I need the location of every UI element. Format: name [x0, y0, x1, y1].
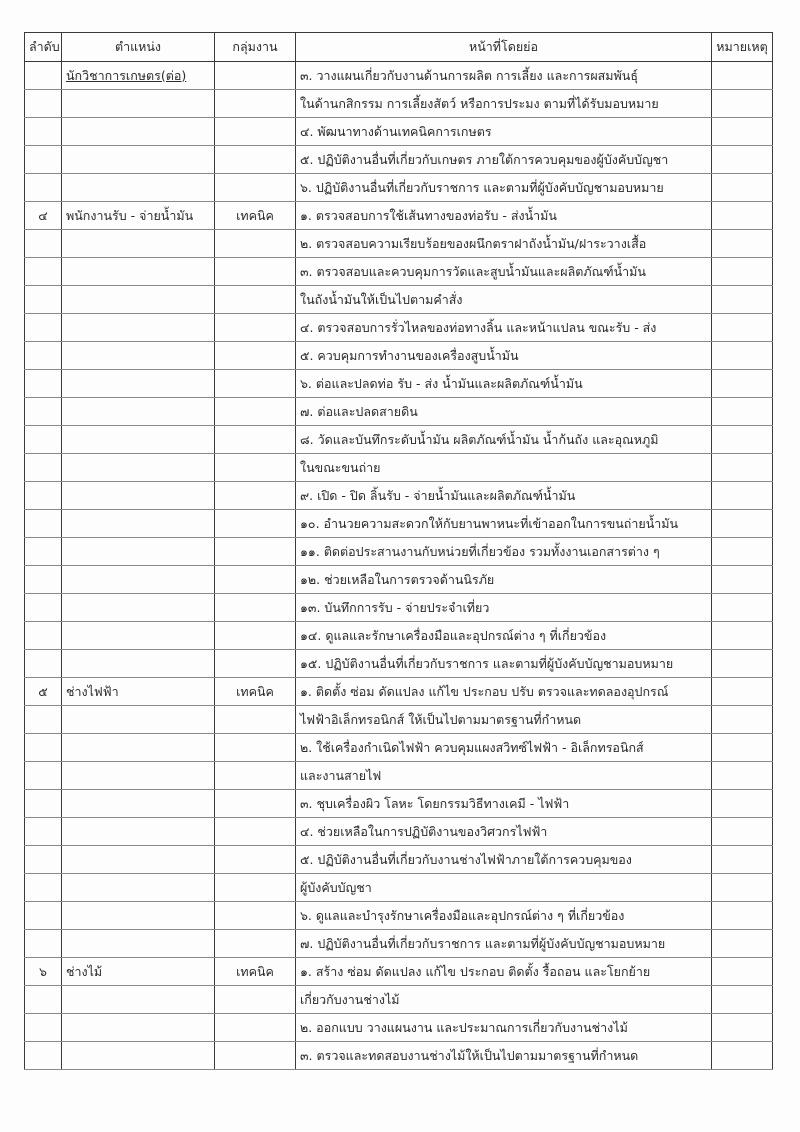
cell-no — [25, 286, 62, 314]
cell-position — [62, 986, 215, 1014]
cell-no: ๕ — [25, 678, 62, 706]
table-row — [25, 1014, 773, 1042]
cell-group — [215, 762, 296, 790]
cell-duty: ๑. สร้าง ซ่อม ดัดแปลง แก้ไข ประกอบ ติดตั้ง รื้อถอน และโยกย้าย — [296, 958, 712, 986]
cell-duty: ผู้บังคับบัญชา — [296, 874, 712, 902]
table-row — [25, 482, 773, 510]
cell-position — [62, 342, 215, 370]
table-row — [25, 650, 773, 678]
cell-group — [215, 90, 296, 118]
cell-no — [25, 370, 62, 398]
cell-no — [25, 398, 62, 426]
cell-duty: ๕. ปฏิบัติงานอื่นที่เกี่ยวกับงานช่างไฟฟ้าภายใต้การควบคุมของ — [296, 846, 712, 874]
cell-duty: ๒. ออกแบบ วางแผนงาน และประมาณการเกี่ยวกับงานช่างไม้ — [296, 1014, 712, 1042]
cell-position — [62, 118, 215, 146]
header-duties: หน้าที่โดยย่อ — [296, 33, 712, 62]
cell-position — [62, 370, 215, 398]
cell-remark — [712, 230, 773, 258]
cell-no — [25, 650, 62, 678]
cell-remark — [712, 454, 773, 482]
cell-position — [62, 258, 215, 286]
cell-duty: ๑๑. ติดต่อประสานงานกับหน่วยที่เกี่ยวข้อง รวมทั้งงานเอกสารต่าง ๆ — [296, 538, 712, 566]
cell-position: ช่างไม้ — [62, 958, 215, 986]
table-row — [25, 62, 773, 90]
cell-position — [62, 426, 215, 454]
cell-position — [62, 902, 215, 930]
table-row — [25, 902, 773, 930]
cell-position — [62, 510, 215, 538]
cell-group — [215, 426, 296, 454]
cell-group — [215, 902, 296, 930]
table-row — [25, 426, 773, 454]
cell-no — [25, 426, 62, 454]
cell-no — [25, 482, 62, 510]
cell-remark — [712, 1014, 773, 1042]
cell-position — [62, 874, 215, 902]
table-row — [25, 734, 773, 762]
cell-duty: ๑๕. ปฏิบัติงานอื่นที่เกี่ยวกับราชการ และตามที่ผู้บังคับบัญชามอบหมาย — [296, 650, 712, 678]
cell-remark — [712, 790, 773, 818]
cell-remark — [712, 510, 773, 538]
cell-duty: ๕. ควบคุมการทำงานของเครื่องสูบน้ำมัน — [296, 342, 712, 370]
cell-duty: ในขณะขนถ่าย — [296, 454, 712, 482]
cell-position — [62, 594, 215, 622]
cell-no — [25, 174, 62, 202]
table-row — [25, 90, 773, 118]
cell-position — [62, 818, 215, 846]
cell-no — [25, 874, 62, 902]
cell-remark — [712, 678, 773, 706]
cell-position — [62, 146, 215, 174]
cell-group — [215, 538, 296, 566]
table-row — [25, 958, 773, 986]
cell-group — [215, 258, 296, 286]
cell-position — [62, 174, 215, 202]
cell-no — [25, 734, 62, 762]
cell-duty: ๓. วางแผนเกี่ยวกับงานด้านการผลิต การเลี้ยง และการผสมพันธุ์ — [296, 62, 712, 90]
cell-group — [215, 482, 296, 510]
cell-duty: ๓. ชุบเครื่องผิว โลหะ โดยกรรมวิธีทางเคมี - ไฟฟ้า — [296, 790, 712, 818]
cell-group — [215, 566, 296, 594]
cell-duty: ๓. ตรวจและทดสอบงานช่างไม้ให้เป็นไปตามมาตรฐานที่กำหนด — [296, 1042, 712, 1070]
cell-group — [215, 874, 296, 902]
cell-group — [215, 118, 296, 146]
cell-duty: ๖. ปฏิบัติงานอื่นที่เกี่ยวกับราชการ และตามที่ผู้บังคับบัญชามอบหมาย — [296, 174, 712, 202]
cell-position — [62, 90, 215, 118]
cell-no — [25, 902, 62, 930]
cell-duty: ๑๔. ดูแลและรักษาเครื่องมือและอุปกรณ์ต่าง ๆ ที่เกี่ยวข้อง — [296, 622, 712, 650]
cell-remark — [712, 314, 773, 342]
cell-group — [215, 986, 296, 1014]
cell-no — [25, 314, 62, 342]
cell-no — [25, 846, 62, 874]
cell-no — [25, 566, 62, 594]
cell-remark — [712, 566, 773, 594]
cell-remark — [712, 1042, 773, 1070]
cell-group — [215, 510, 296, 538]
cell-group — [215, 230, 296, 258]
cell-group — [215, 650, 296, 678]
table-row — [25, 510, 773, 538]
table-row — [25, 202, 773, 230]
cell-duty: และงานสายไฟ — [296, 762, 712, 790]
cell-group — [215, 370, 296, 398]
cell-no — [25, 818, 62, 846]
cell-position — [62, 286, 215, 314]
table-row — [25, 678, 773, 706]
cell-remark — [712, 62, 773, 90]
cell-group — [215, 342, 296, 370]
cell-group — [215, 818, 296, 846]
cell-remark — [712, 734, 773, 762]
header-remarks: หมายเหตุ — [712, 33, 773, 62]
cell-remark — [712, 202, 773, 230]
cell-duty: ๓. ตรวจสอบและควบคุมการวัดและสูบน้ำมันและผลิตภัณฑ์น้ำมัน — [296, 258, 712, 286]
table-row — [25, 454, 773, 482]
cell-remark — [712, 930, 773, 958]
cell-no: ๖ — [25, 958, 62, 986]
table-row — [25, 818, 773, 846]
table-row — [25, 370, 773, 398]
header-row — [25, 33, 773, 62]
table-row — [25, 538, 773, 566]
cell-no — [25, 930, 62, 958]
job-duties-table — [24, 32, 773, 1070]
cell-remark — [712, 762, 773, 790]
table-row — [25, 286, 773, 314]
cell-duty: ๔. ช่วยเหลือในการปฏิบัติงานของวิศวกรไฟฟ้า — [296, 818, 712, 846]
table-row — [25, 146, 773, 174]
table-row — [25, 594, 773, 622]
cell-duty: ๑. ติดตั้ง ซ่อม ดัดแปลง แก้ไข ประกอบ ปรับ ตรวจและทดลองอุปกรณ์ — [296, 678, 712, 706]
cell-duty: ในถังน้ำมันให้เป็นไปตามคำสั่ง — [296, 286, 712, 314]
table-row — [25, 1042, 773, 1070]
cell-remark — [712, 398, 773, 426]
cell-remark — [712, 258, 773, 286]
cell-duty: ๑๒. ช่วยเหลือในการตรวจด้านนิรภัย — [296, 566, 712, 594]
cell-position — [62, 482, 215, 510]
cell-no — [25, 230, 62, 258]
cell-no — [25, 762, 62, 790]
cell-remark — [712, 594, 773, 622]
cell-remark — [712, 426, 773, 454]
cell-remark — [712, 370, 773, 398]
cell-group — [215, 1042, 296, 1070]
cell-remark — [712, 342, 773, 370]
cell-position — [62, 566, 215, 594]
cell-remark — [712, 818, 773, 846]
cell-no — [25, 538, 62, 566]
cell-duty: ในด้านกสิกรรม การเลี้ยงสัตว์ หรือการประมง ตามที่ได้รับมอบหมาย — [296, 90, 712, 118]
cell-no — [25, 986, 62, 1014]
table-row — [25, 118, 773, 146]
cell-group: เทคนิค — [215, 202, 296, 230]
cell-group — [215, 594, 296, 622]
header-position: ตำแหน่ง — [62, 33, 215, 62]
cell-position — [62, 706, 215, 734]
cell-duty: ๔. พัฒนาทางด้านเทคนิคการเกษตร — [296, 118, 712, 146]
cell-position — [62, 454, 215, 482]
cell-position — [62, 622, 215, 650]
cell-duty: ๗. ต่อและปลดสายดิน — [296, 398, 712, 426]
cell-no — [25, 790, 62, 818]
cell-duty: ๕. ปฏิบัติงานอื่นที่เกี่ยวกับเกษตร ภายใต้การควบคุมของผู้บังคับบัญชา — [296, 146, 712, 174]
cell-no — [25, 258, 62, 286]
cell-remark — [712, 118, 773, 146]
table-row — [25, 706, 773, 734]
cell-position — [62, 846, 215, 874]
table-row — [25, 874, 773, 902]
cell-no — [25, 118, 62, 146]
table-body — [25, 62, 773, 1070]
cell-position — [62, 230, 215, 258]
cell-duty: ๔. ตรวจสอบการรั่วไหลของท่อทางลิ้น และหน้าแปลน ขณะรับ - ส่ง — [296, 314, 712, 342]
cell-no — [25, 342, 62, 370]
cell-no — [25, 454, 62, 482]
cell-position — [62, 762, 215, 790]
table-row — [25, 566, 773, 594]
cell-group — [215, 314, 296, 342]
cell-duty: ๑๐. อำนวยความสะดวกให้กับยานพาหนะที่เข้าออกในการขนถ่ายน้ำมัน — [296, 510, 712, 538]
table-row — [25, 622, 773, 650]
cell-position: ช่างไฟฟ้า — [62, 678, 215, 706]
cell-no — [25, 62, 62, 90]
cell-position — [62, 734, 215, 762]
cell-remark — [712, 174, 773, 202]
cell-no — [25, 622, 62, 650]
cell-remark — [712, 650, 773, 678]
cell-no: ๔ — [25, 202, 62, 230]
cell-remark — [712, 286, 773, 314]
cell-remark — [712, 482, 773, 510]
table-row — [25, 174, 773, 202]
cell-remark — [712, 986, 773, 1014]
cell-group — [215, 846, 296, 874]
cell-remark — [712, 958, 773, 986]
table-row — [25, 314, 773, 342]
cell-remark — [712, 706, 773, 734]
cell-group — [215, 174, 296, 202]
cell-position — [62, 398, 215, 426]
cell-group — [215, 790, 296, 818]
cell-position: พนักงานรับ - จ่ายน้ำมัน — [62, 202, 215, 230]
cell-group — [215, 734, 296, 762]
cell-group — [215, 146, 296, 174]
cell-group — [215, 454, 296, 482]
cell-duty: เกี่ยวกับงานช่างไม้ — [296, 986, 712, 1014]
table-row — [25, 230, 773, 258]
cell-remark — [712, 902, 773, 930]
cell-duty: ๒. ตรวจสอบความเรียบร้อยของผนึกตราฝาถังน้ำมัน/ฝาระวางเสื้อ — [296, 230, 712, 258]
cell-group — [215, 62, 296, 90]
cell-no — [25, 146, 62, 174]
cell-position — [62, 538, 215, 566]
cell-duty: ไฟฟ้าอิเล็กทรอนิกส์ ให้เป็นไปตามมาตรฐานที่กำหนด — [296, 706, 712, 734]
cell-group — [215, 398, 296, 426]
cell-no — [25, 706, 62, 734]
cell-duty: ๖. ดูแลและบำรุงรักษาเครื่องมือและอุปกรณ์ต่าง ๆ ที่เกี่ยวข้อง — [296, 902, 712, 930]
cell-no — [25, 510, 62, 538]
cell-remark — [712, 538, 773, 566]
cell-no — [25, 594, 62, 622]
cell-position — [62, 1042, 215, 1070]
cell-group — [215, 286, 296, 314]
table-row — [25, 342, 773, 370]
cell-no — [25, 90, 62, 118]
table-row — [25, 258, 773, 286]
cell-position: นักวิชาการเกษตร(ต่อ) — [62, 62, 215, 90]
cell-remark — [712, 90, 773, 118]
table-row — [25, 846, 773, 874]
cell-group — [215, 706, 296, 734]
cell-group — [215, 1014, 296, 1042]
table-row — [25, 790, 773, 818]
cell-no — [25, 1042, 62, 1070]
cell-no — [25, 1014, 62, 1042]
cell-duty: ๒. ใช้เครื่องกำเนิดไฟฟ้า ควบคุมแผงสวิทซ์ไฟฟ้า - อิเล็กทรอนิกส์ — [296, 734, 712, 762]
header-no: ลำดับ — [25, 33, 62, 62]
cell-position — [62, 790, 215, 818]
cell-position — [62, 314, 215, 342]
table-row — [25, 398, 773, 426]
header-group: กลุ่มงาน — [215, 33, 296, 62]
table-row — [25, 930, 773, 958]
cell-position — [62, 650, 215, 678]
table-row — [25, 762, 773, 790]
cell-position — [62, 1014, 215, 1042]
cell-position — [62, 930, 215, 958]
cell-remark — [712, 846, 773, 874]
cell-remark — [712, 874, 773, 902]
cell-duty: ๑๓. บันทึกการรับ - จ่ายประจำเที่ยว — [296, 594, 712, 622]
cell-duty: ๙. เปิด - ปิด ลิ้นรับ - จ่ายน้ำมันและผลิตภัณฑ์น้ำมัน — [296, 482, 712, 510]
cell-group — [215, 930, 296, 958]
cell-remark — [712, 622, 773, 650]
cell-group: เทคนิค — [215, 958, 296, 986]
cell-duty: ๗. ปฏิบัติงานอื่นที่เกี่ยวกับราชการ และตามที่ผู้บังคับบัญชามอบหมาย — [296, 930, 712, 958]
cell-remark — [712, 146, 773, 174]
table-row — [25, 986, 773, 1014]
cell-duty: ๖. ต่อและปลดท่อ รับ - ส่ง น้ำมันและผลิตภัณฑ์น้ำมัน — [296, 370, 712, 398]
cell-group: เทคนิค — [215, 678, 296, 706]
cell-duty: ๑. ตรวจสอบการใช้เส้นทางของท่อรับ - ส่งน้ำมัน — [296, 202, 712, 230]
cell-group — [215, 622, 296, 650]
cell-duty: ๘. วัดและบันทึกระดับน้ำมัน ผลิตภัณฑ์น้ำมัน น้ำก้นถัง และอุณหภูมิ — [296, 426, 712, 454]
